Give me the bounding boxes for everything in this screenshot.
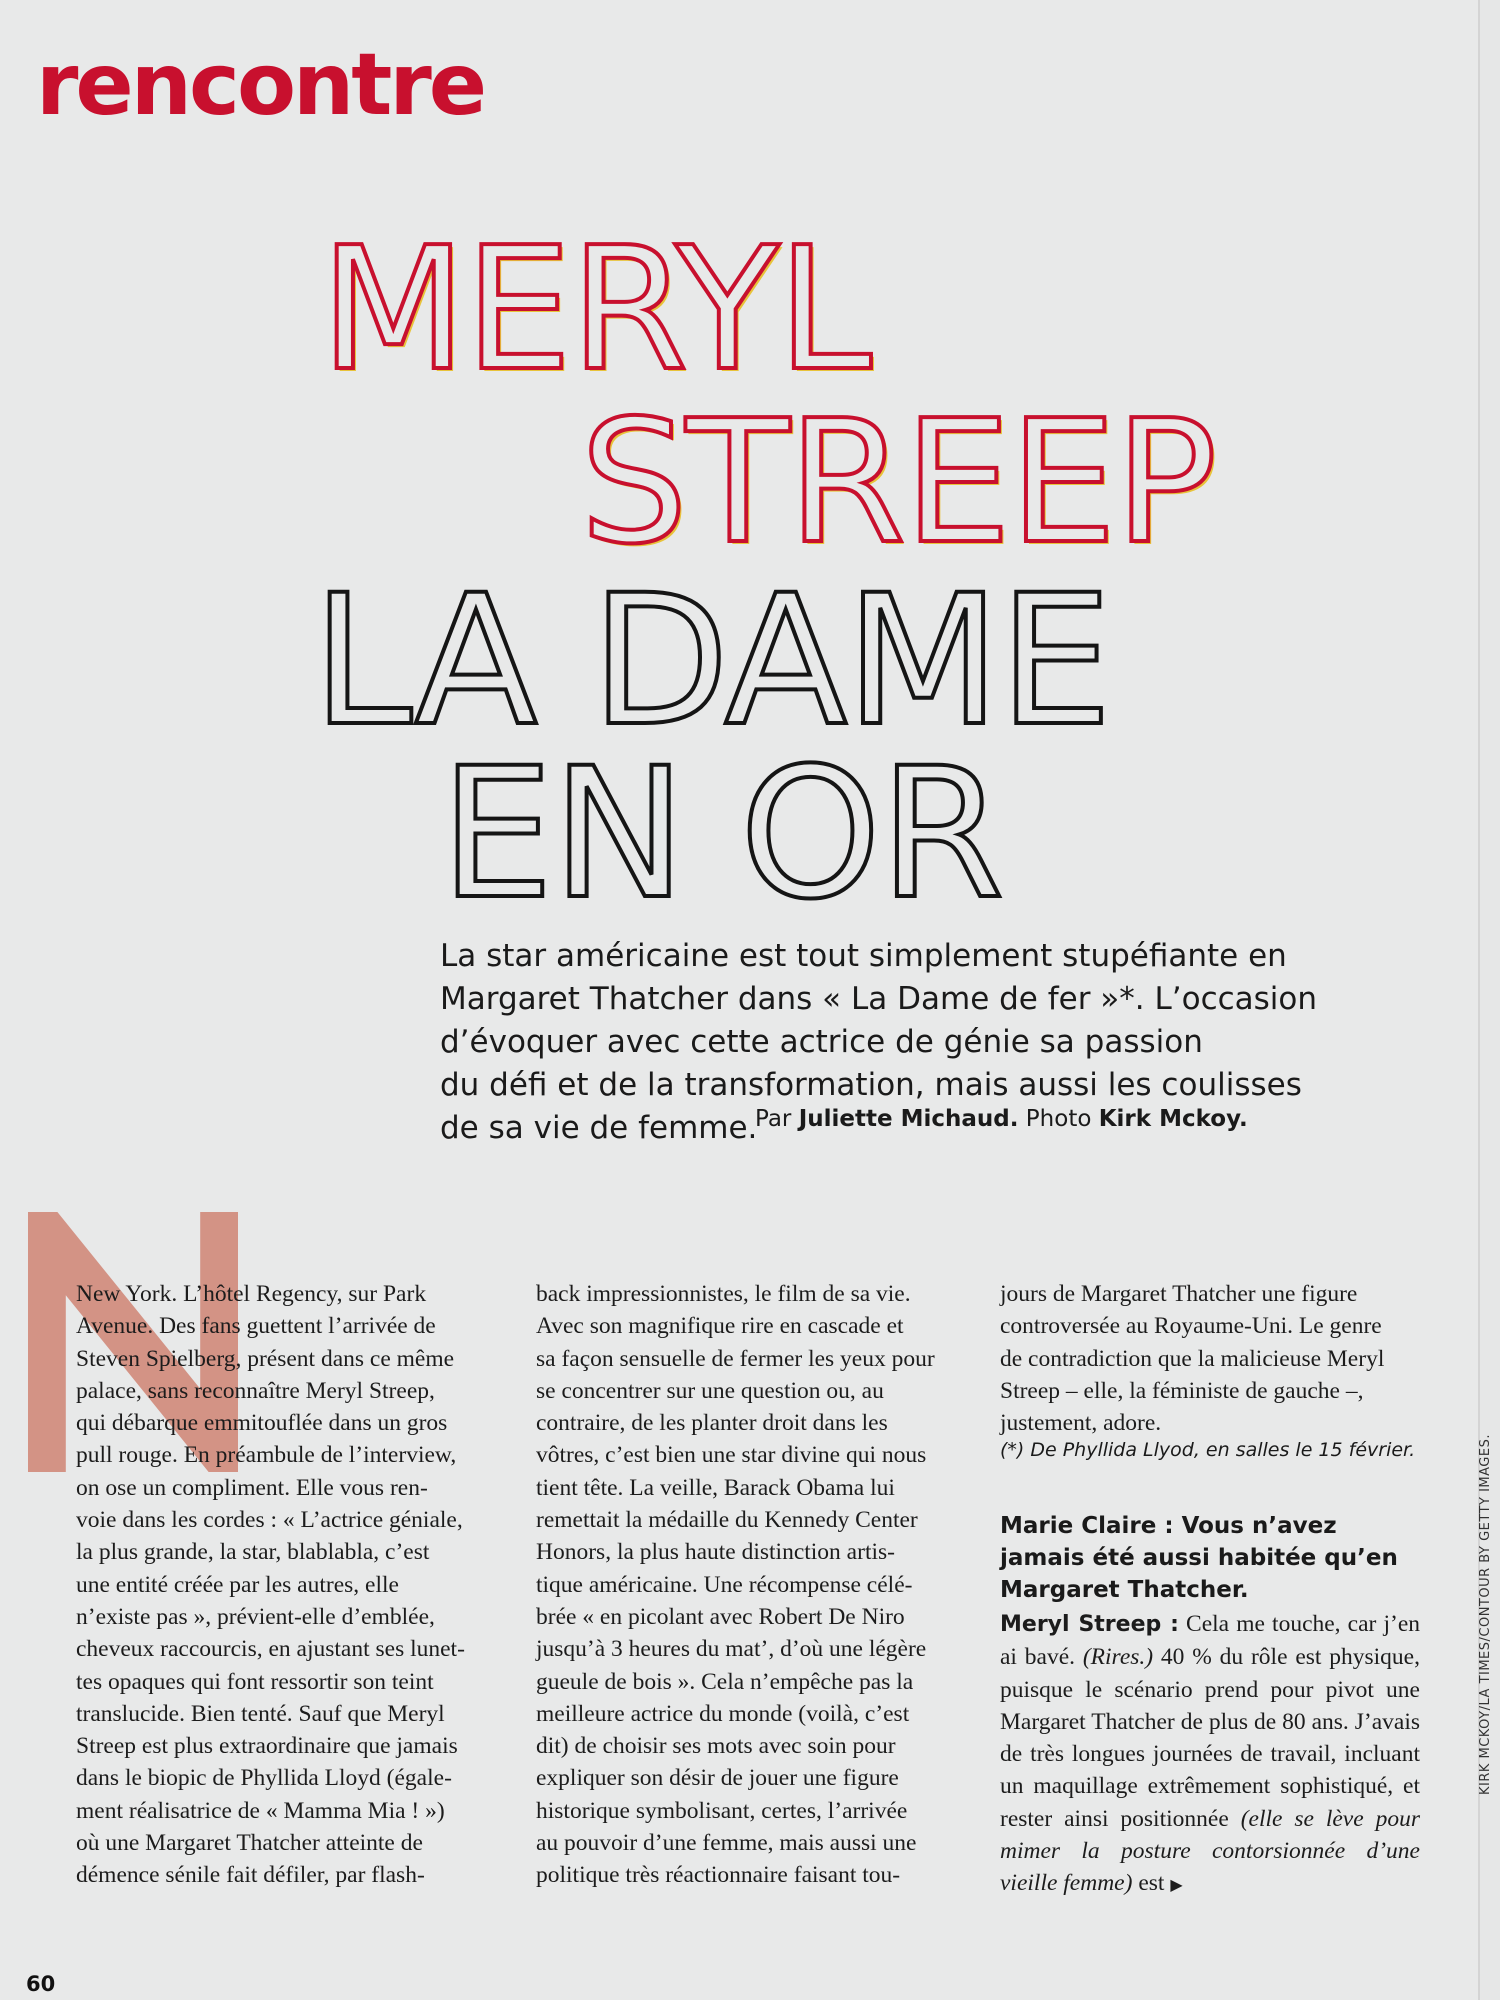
article-column-1: New York. L’hôtel Regency, sur Park Avenue. Des fans guettent l’arrivée de Steven Spielberg, présent dans ce même palace, sans reconnaître Meryl Streep, qui débarque emmitouflée dans un gros pull rouge. En préambule de l’interview, on ose un compliment. Elle vous ren- voie dans les cordes : « L’actrice géniale, la plus grande, la star, blablabla, c’est une entité créée par les autres, elle n’existe pas », prévient-elle d’emblée, cheveux raccourcis, en ajustant ses lunet- tes opaques qui font ressortir son teint translucide. Bien tenté. Sauf que Meryl Streep est plus extraordinaire que jamais dans le biopic de Phyllida Lloyd (égale- ment réalisatrice de « Mamma Mia ! ») où une Margaret Thatcher atteinte de démence sénile fait défiler, par flash-: [76, 1281, 465, 1889]
title-line-en-or: EN OR: [440, 730, 1003, 939]
byline-author: Juliette Michaud.: [798, 1106, 1019, 1132]
byline-by-label: Par: [755, 1106, 792, 1132]
section-label: rencontre: [36, 35, 485, 135]
answer-italic-1: (Rires.): [1082, 1644, 1154, 1671]
answer-italic-2: (elle se lève pour mimer la posture contorsionnée d’une vieille femme): [1000, 1805, 1420, 1897]
interview-question: Marie Claire : Vous n’avez jamais été aussi habitée qu’en Margaret Thatcher.: [1000, 1513, 1398, 1603]
answer-text-1: Cela me touche, car j’en ai bavé.: [1000, 1611, 1420, 1671]
continue-arrow-icon: ▶: [1170, 1877, 1183, 1895]
photo-credit: KIRK MCKOY/LA TIMES/CONTOUR BY GETTY IMAGES.: [1478, 1434, 1493, 1795]
article-column-3: jours de Margaret Thatcher une figure controversée au Royaume-Uni. Le genre de contradiction que la malicieuse Meryl Streep – elle, la féministe de gauche –, justement, adore.: [1000, 1281, 1385, 1437]
answer-text-3: est: [1132, 1870, 1165, 1897]
byline-photo-label: Photo: [1025, 1106, 1092, 1132]
intro-text: La star américaine est tout simplement stupéfiante en Margaret Thatcher dans « La Dame de fer »*. L’occasion d’évoquer avec cette actrice de génie sa passion du défi et de la transformation, mais aussi les coulisses de sa vie de femme.: [440, 938, 1318, 1146]
title-line-meryl: MERYL: [320, 211, 870, 409]
byline-photographer: Kirk Mckoy.: [1098, 1106, 1248, 1132]
title-line-la-dame: LA DAME: [312, 557, 1111, 766]
footnote: (*) De Phyllida Llyod, en salles le 15 février.: [1000, 1439, 1416, 1461]
byline: [755, 1106, 1248, 1132]
title-line-streep: STREEP: [580, 384, 1216, 582]
article-column-2: back impressionnistes, le film de sa vie. Avec son magnifique rire en cascade et sa façon sensuelle de fermer les yeux pour se concentrer sur une question ou, au contraire, de les planter droit dans les vôtres, c’est bien une star divine qui nous tient tête. La veille, Barack Obama lui remettait la médaille du Kennedy Center Honors, la plus haute distinction artis- tique américaine. Une récompense célé- brée « en picolant avec Robert De Niro jusqu’à 3 heures du mat’, d’où une légère gueule de bois ». Cela n’empêche pas la meilleure actrice du monde (voilà, c’est dit) de choisir ses mots avec soin pour expliquer son désir de jouer une figure historique symbolisant, certes, l’arrivée au pouvoir d’une femme, mais aussi une politique très réactionnaire faisant tou-: [536, 1281, 935, 1889]
answer-text-2: 40 % du rôle est physique, puisque le scénario prend pour pivot une Margaret Thatcher de plus de 80 ans. J’avais de très longues journées de travail, incluant un maquillage extrêmement sophistiqué, et rester ainsi positionnée: [1000, 1644, 1420, 1832]
page-number: 60: [26, 1972, 56, 1996]
answer-speaker: Meryl Streep :: [1000, 1612, 1179, 1637]
interview-answer: [1000, 1608, 1420, 1903]
